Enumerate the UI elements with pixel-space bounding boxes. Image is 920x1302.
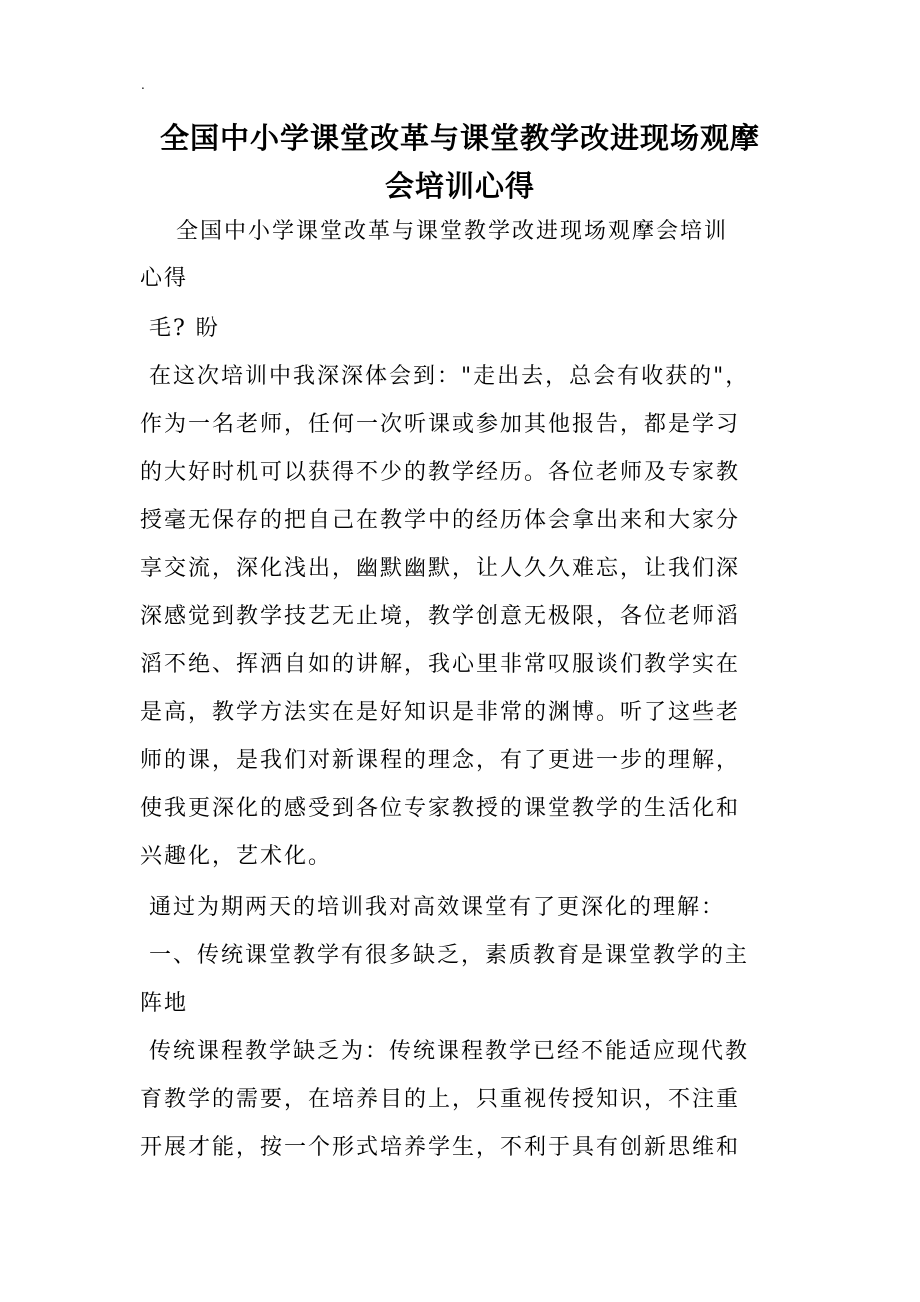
body-line: 滔不绝、挥洒自如的讲解，我心里非常叹服谈们教学实在 <box>140 652 741 677</box>
body-line: 心得 <box>140 266 189 291</box>
body-line: 全国中小学课堂改革与课堂教学改进现场观摩会培训 <box>140 219 728 244</box>
title-line: 全国中小学课堂改革与课堂教学改进现场观摩 <box>159 121 760 155</box>
body-line: 的大好时机可以获得不少的教学经历。各位老师及专家教 <box>140 460 741 485</box>
body-line: 开展才能，按一个形式培养学生，不利于具有创新思维和 <box>140 1135 741 1160</box>
author-line: 毛? 盼 <box>140 316 220 341</box>
section-heading-cont: 阵地 <box>140 991 189 1016</box>
corner-mark: . <box>141 78 145 92</box>
body-line: 在这次培训中我深深体会到："走出去，总会有收获的"， <box>140 364 750 389</box>
body-line: 作为一名老师，任何一次听课或参加其他报告，都是学习 <box>140 412 741 437</box>
body-line: 通过为期两天的培训我对高效课堂有了更深化的理解： <box>140 895 725 920</box>
body-line: 深感觉到教学技艺无止境，教学创意无极限，各位老师滔 <box>140 604 741 629</box>
title-line: 会培训心得 <box>384 169 535 203</box>
body-line: 使我更深化的感受到各位专家教授的课堂教学的生活化和 <box>140 796 741 821</box>
body-line: 师的课，是我们对新课程的理念，有了更进一步的理解， <box>140 748 741 773</box>
body-line: 育教学的需要，在培养目的上，只重视传授知识，不注重 <box>140 1087 741 1112</box>
body-line: 是高，教学方法实在是好知识是非常的渊博。听了这些老 <box>140 700 741 725</box>
body-line: 授毫无保存的把自己在教学中的经历体会拿出来和大家分 <box>140 508 741 533</box>
document-title <box>140 114 780 210</box>
body-line: 兴趣化，艺术化。 <box>140 844 333 869</box>
section-heading: 一、传统课堂教学有很多缺乏，素质教育是课堂教学的主 <box>140 943 749 968</box>
body-line: 传统课程教学缺乏为：传统课程教学已经不能适应现代教 <box>140 1039 749 1064</box>
body-line: 享交流，深化浅出，幽默幽默，让人久久难忘，让我们深 <box>140 556 741 581</box>
